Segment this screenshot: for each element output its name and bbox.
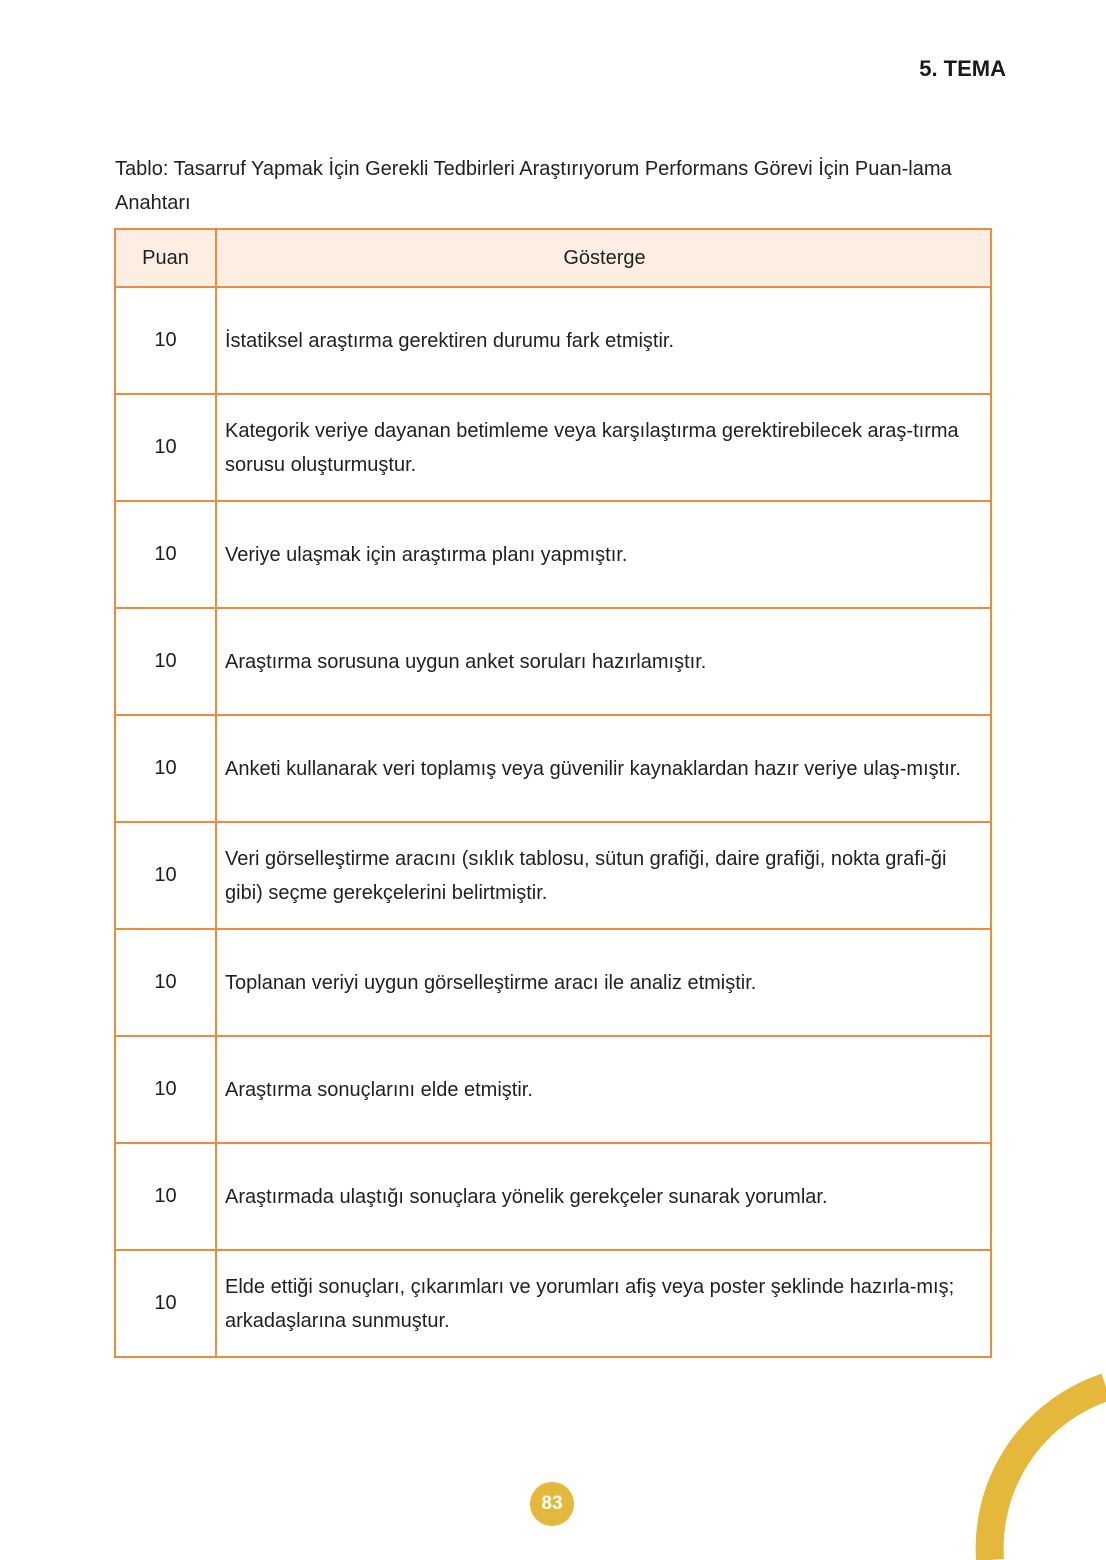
cell-puan: 10 — [115, 1250, 216, 1357]
theme-label: 5. TEMA — [919, 56, 1006, 81]
cell-gosterge: Araştırma sorusuna uygun anket soruları hazırlamıştır. — [216, 608, 991, 715]
cell-puan: 10 — [115, 715, 216, 822]
table-row — [115, 608, 991, 715]
table-header-row — [115, 229, 991, 287]
cell-gosterge: Araştırmada ulaştığı sonuçlara yönelik gerekçeler sunarak yorumlar. — [216, 1143, 991, 1250]
table-row — [115, 715, 991, 822]
table-row — [115, 394, 991, 501]
cell-puan: 10 — [115, 501, 216, 608]
table-caption: Tablo: Tasarruf Yapmak İçin Gerekli Tedbirleri Araştırıyorum Performans Görevi İçin Puan-lama Anahtarı — [115, 158, 952, 214]
table-row — [115, 929, 991, 1036]
decorative-arc — [970, 1370, 1106, 1560]
scoring-rubric-table — [114, 228, 992, 1358]
cell-gosterge: Elde ettiği sonuçları, çıkarımları ve yorumları afiş veya poster şeklinde hazırla-mış; arkadaşlarına sunmuştur. — [216, 1250, 991, 1357]
cell-puan: 10 — [115, 287, 216, 394]
cell-puan: 10 — [115, 608, 216, 715]
cell-puan: 10 — [115, 1036, 216, 1143]
column-header-puan: Puan — [115, 229, 216, 287]
table-row — [115, 1036, 991, 1143]
cell-puan: 10 — [115, 929, 216, 1036]
table-row — [115, 287, 991, 394]
cell-gosterge: Veriye ulaşmak için araştırma planı yapmıştır. — [216, 501, 991, 608]
cell-gosterge: Araştırma sonuçlarını elde etmiştir. — [216, 1036, 991, 1143]
column-header-gosterge: Gösterge — [216, 229, 991, 287]
cell-gosterge: Kategorik veriye dayanan betimleme veya karşılaştırma gerektirebilecek araş-tırma sorusu oluşturmuştur. — [216, 394, 991, 501]
cell-gosterge: İstatiksel araştırma gerektiren durumu fark etmiştir. — [216, 287, 991, 394]
cell-puan: 10 — [115, 822, 216, 929]
table-row — [115, 1250, 991, 1357]
cell-gosterge: Toplanan veriyi uygun görselleştirme aracı ile analiz etmiştir. — [216, 929, 991, 1036]
cell-puan: 10 — [115, 1143, 216, 1250]
cell-gosterge: Anketi kullanarak veri toplamış veya güvenilir kaynaklardan hazır veriye ulaş-mıştır. — [216, 715, 991, 822]
table-row — [115, 822, 991, 929]
page-number-badge: 83 — [530, 1482, 574, 1526]
cell-gosterge: Veri görselleştirme aracını (sıklık tablosu, sütun grafiği, daire grafiği, nokta grafi-ği gibi) seçme gerekçelerini belirtmiştir. — [216, 822, 991, 929]
cell-puan: 10 — [115, 394, 216, 501]
table-row — [115, 501, 991, 608]
table-row — [115, 1143, 991, 1250]
